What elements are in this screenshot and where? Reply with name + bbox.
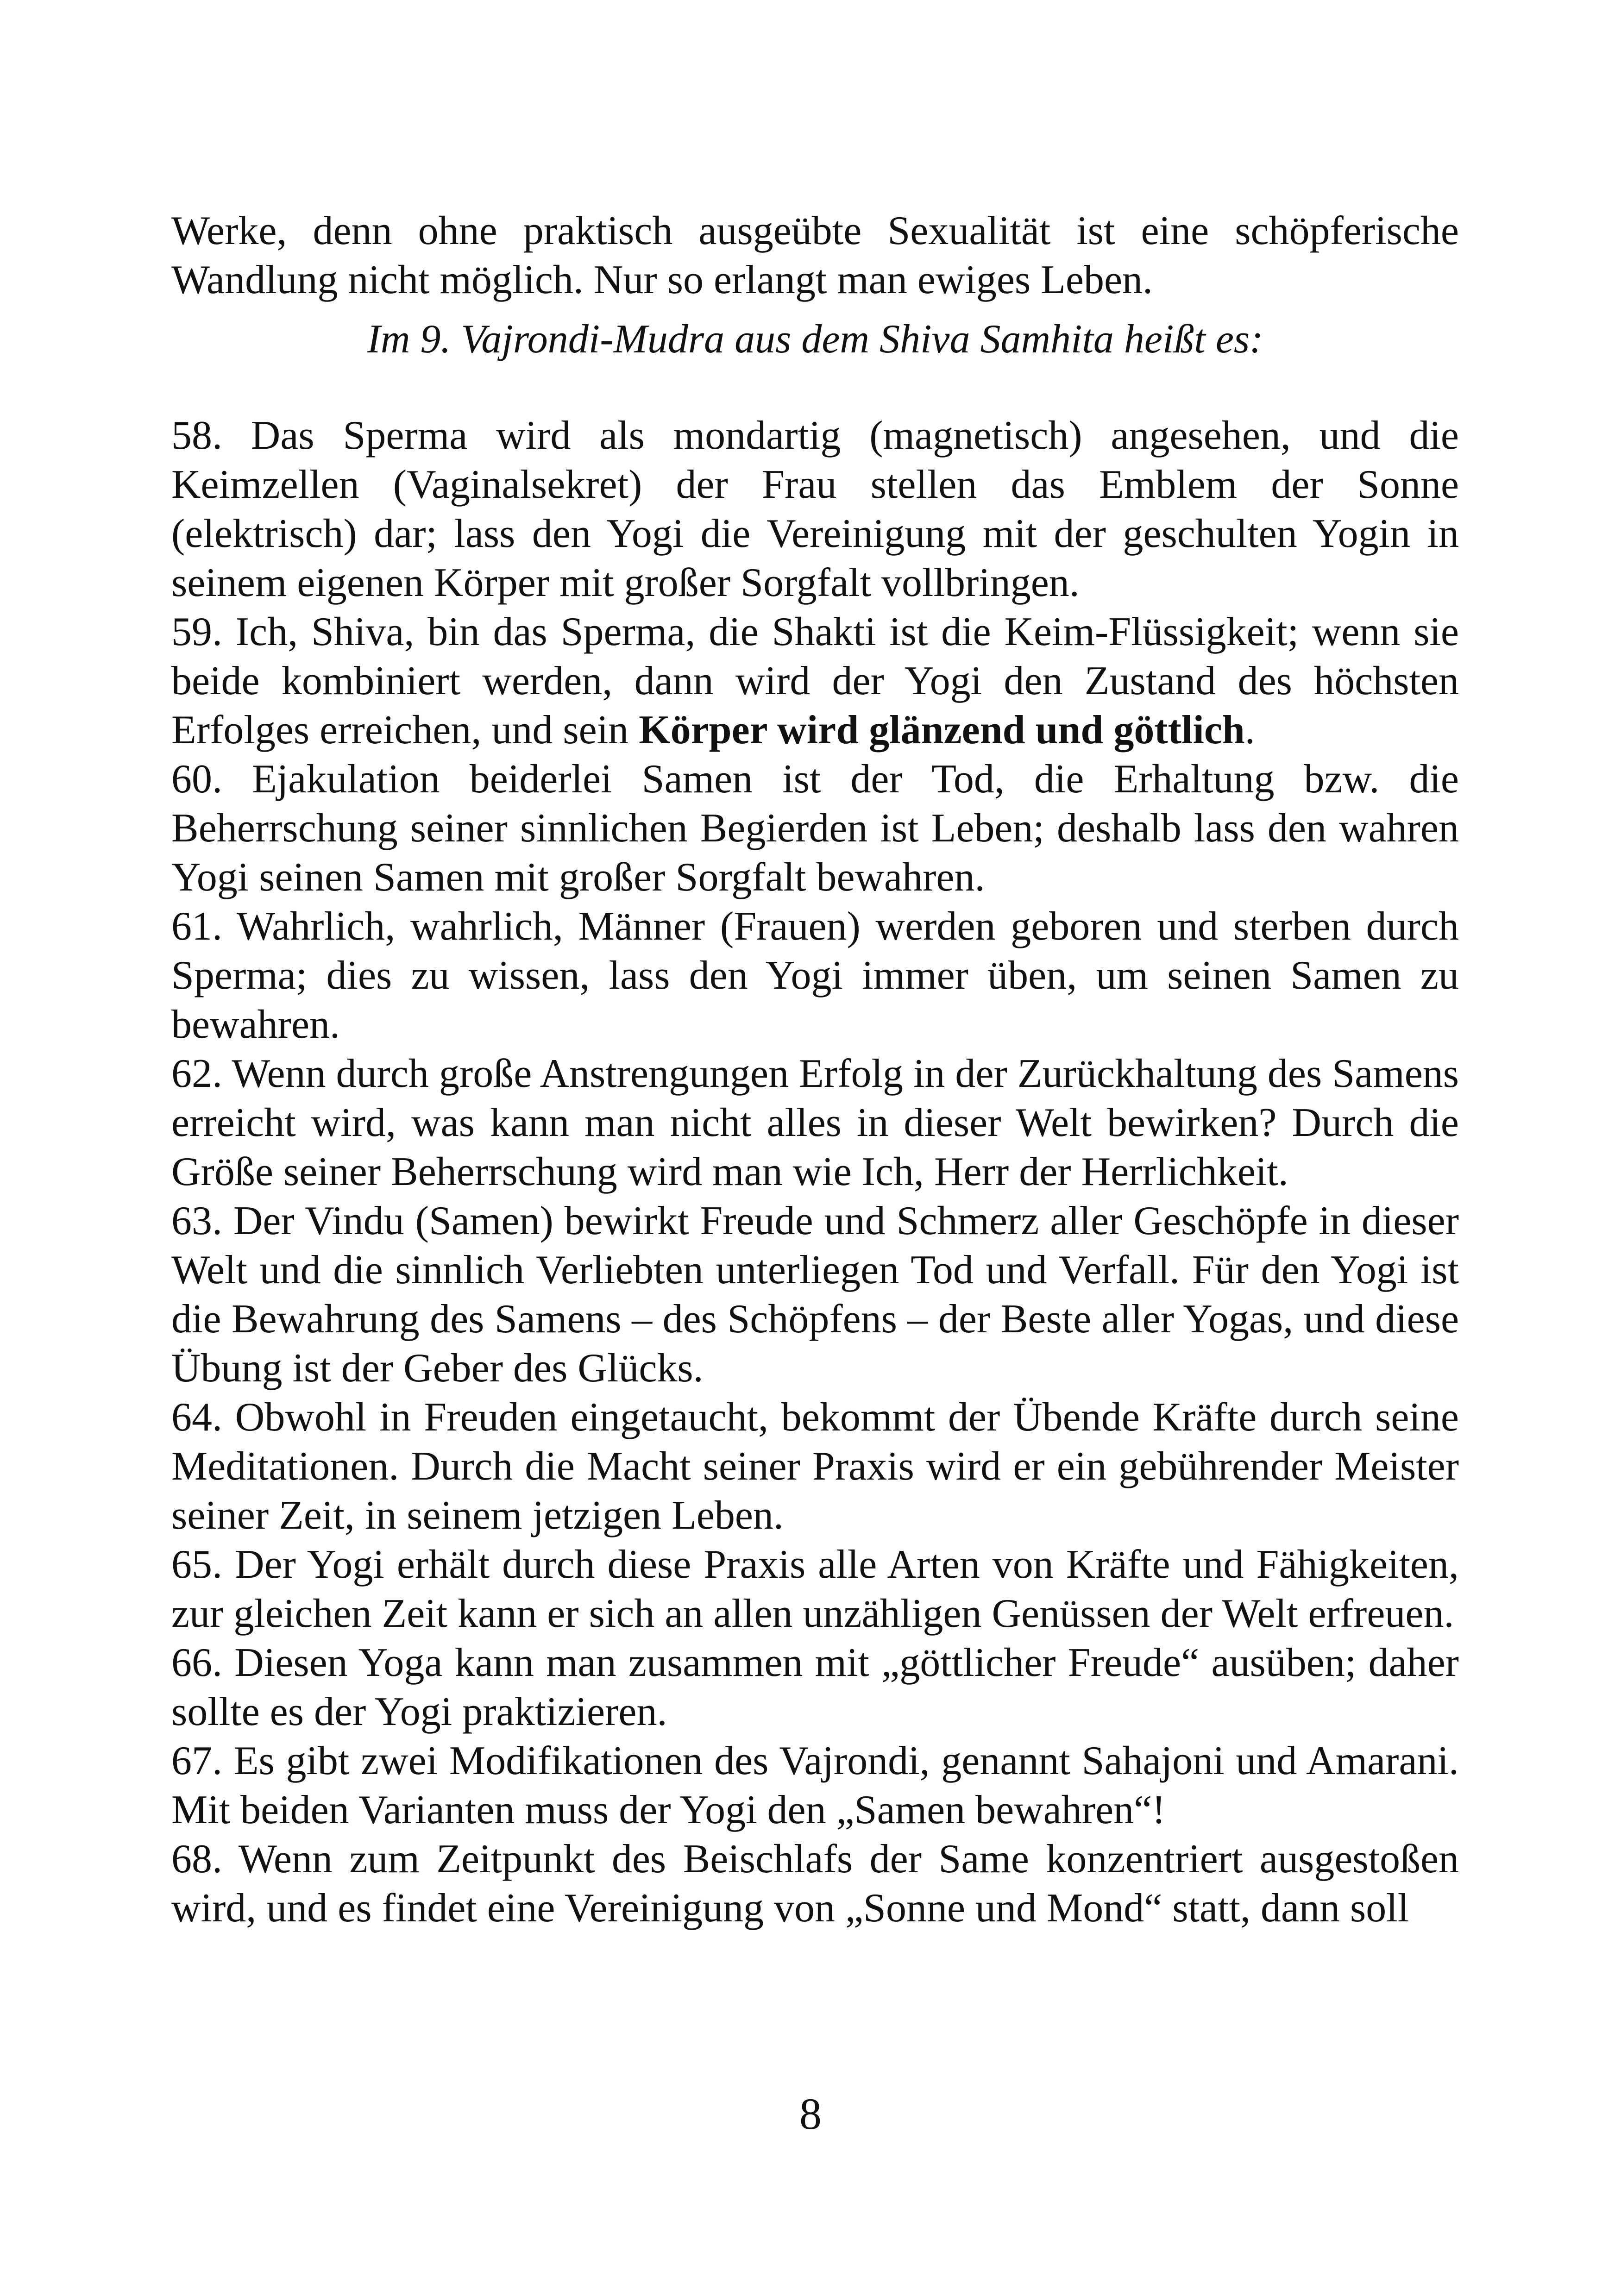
verse-59-end: .: [1244, 708, 1255, 753]
verse-68: 68. Wenn zum Zeitpunkt des Beischlafs der Same konzentriert ausgestoßen wird, und es findet eine Vereinigung von „Sonne und Mond“ statt, dann soll: [171, 1837, 1459, 1931]
verse-62: 62. Wenn durch große Anstrengungen Erfolg in der Zurückhaltung des Samens erreicht wird, was kann man nicht alles in dieser Welt bewirken? Durch die Größe seiner Beherrschung wird man wie Ich, Herr der Herrlichkeit.: [171, 1051, 1459, 1194]
verse-61: 61. Wahrlich, wahrlich, Männer (Frauen) werden geboren und sterben durch Sperma; dies zu wissen, lass den Yogi immer üben, um seinen Samen zu bewahren.: [171, 904, 1459, 1047]
verse-59: [171, 608, 1459, 755]
verse-65: 65. Der Yogi erhält durch diese Praxis alle Arten von Kräfte und Fähigkeiten, zur gleichen Zeit kann er sich an allen unzähligen Genüssen der Welt erfreuen.: [171, 1542, 1459, 1636]
verse-list: [171, 411, 1459, 1933]
verse-59-emphasis: Körper wird glänzend und göttlich: [639, 708, 1245, 753]
verse-63: 63. Der Vindu (Samen) bewirkt Freude und Schmerz aller Geschöpfe in dieser Welt und die sinnlich Verliebten unterliegen Tod und Verfall. Für den Yogi ist die Bewahrung des Samens – des Schöpfens – der Beste aller Yogas, und diese Übung ist der Geber des Glücks.: [171, 1198, 1459, 1391]
page-number: 8: [799, 2089, 822, 2139]
verse-64: 64. Obwohl in Freuden eingetaucht, bekommt der Übende Kräfte durch seine Meditationen. Durch die Macht seiner Praxis wird er ein gebührender Meister seiner Zeit, in seinem jetzigen Leben.: [171, 1395, 1459, 1538]
verse-59-text: 59. Ich, Shiva, bin das Sperma, die Shakti ist die Keim-Flüssigkeit; wenn sie beide kombiniert werden, dann wird der Yogi den Zustand des höchsten Erfolges erreichen, und sein: [171, 609, 1459, 753]
verse-58: 58. Das Sperma wird als mondartig (magnetisch) angesehen, und die Keimzellen (Vaginalsekret) der Frau stellen das Emblem der Sonne (elektrisch) dar; lass den Yogi die Vereinigung mit der geschulten Yogin in seinem eigenen Körper mit großer Sorgfalt vollbringen.: [171, 413, 1459, 605]
verse-60: 60. Ejakulation beiderlei Samen ist der Tod, die Erhaltung bzw. die Beherrschung seiner sinnlichen Begierden ist Leben; deshalb lass den wahren Yogi seinen Samen mit großer Sorgfalt bewahren.: [171, 757, 1459, 900]
quote-heading: Im 9. Vajrondi-Mudra aus dem Shiva Samhita heißt es:: [367, 317, 1263, 362]
intro-paragraph: Werke, denn ohne praktisch ausgeübte Sexualität ist eine schöpferische Wandlung nicht möglich. Nur so erlangt man ewiges Leben.: [171, 208, 1459, 302]
verse-67: 67. Es gibt zwei Modifikationen des Vajrondi, genannt Sahajoni und Amarani. Mit beiden Varianten muss der Yogi den „Samen bewahren“!: [171, 1738, 1459, 1832]
verse-66: 66. Diesen Yoga kann man zusammen mit „göttlicher Freude“ ausüben; daher sollte es der Yogi praktizieren.: [171, 1640, 1459, 1734]
